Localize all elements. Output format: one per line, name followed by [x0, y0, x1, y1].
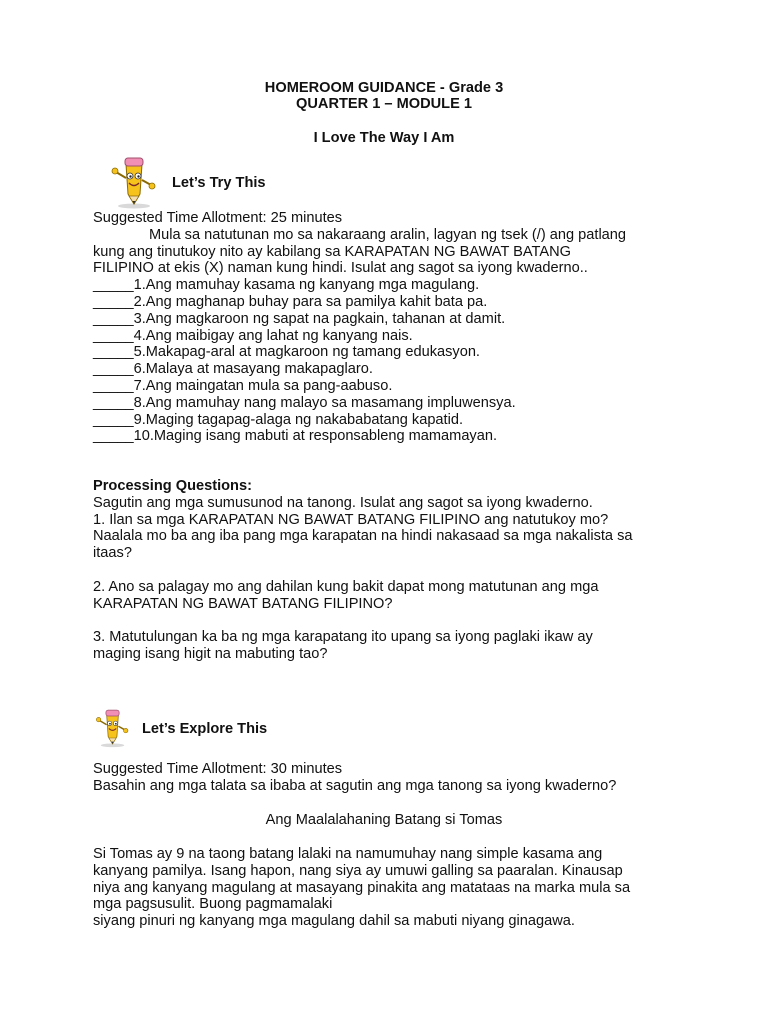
- checklist-item: _____3.Ang magkaroon ng sapat na pagkain, tahanan at damit.: [93, 310, 506, 327]
- try-this-section: [93, 210, 693, 445]
- time-allotment: Suggested Time Allotment: 25 minutes: [93, 210, 343, 226]
- time-allotment: Suggested Time Allotment: 30 minutes: [93, 761, 343, 777]
- question-line: Naalala mo ba ang iba pang mga karapatan na hindi nakasaad sa mga nakalista sa: [93, 528, 633, 545]
- question-line: itaas?: [93, 545, 132, 562]
- lets-try-this-heading: [106, 152, 266, 215]
- lets-explore-this-heading: [92, 702, 267, 757]
- module-grade-title: HOMEROOM GUIDANCE - Grade 3: [264, 80, 504, 96]
- instruction-line: kung ang tinutukoy nito ay kabilang sa KARAPATAN NG BAWAT BATANG: [93, 243, 572, 260]
- explore-instruction: Basahin ang mga talata sa ibaba at sagutin ang mga tanong sa iyong kwaderno?: [93, 777, 617, 794]
- checklist-item: _____7.Ang maingatan mula sa pang-aabuso.: [93, 377, 393, 394]
- section-label: Let’s Explore This: [142, 721, 268, 737]
- checklist-item: _____5.Makapag-aral at magkaroon ng tamang edukasyon.: [93, 344, 480, 361]
- story-line: niya ang kanyang magulang at masayang pinakita ang matataas na marka mula sa: [93, 879, 631, 896]
- checklist-item: _____10.Maging isang mabuti at responsableng mamamayan.: [93, 428, 498, 445]
- processing-intro: Sagutin ang mga sumusunod na tanong. Isulat ang sagot sa iyong kwaderno.: [93, 494, 593, 511]
- question-line: KARAPATAN NG BAWAT BATANG FILIPINO?: [93, 595, 393, 612]
- story-line: kanyang pamilya. Isang hapon, nang siya ay umuwi galling sa paaralan. Kinausap: [93, 862, 623, 879]
- pencil-mascot-icon: [106, 152, 166, 215]
- instruction-line: Mula sa natutunan mo sa nakaraang aralin, lagyan ng tsek (/) ang patlang: [149, 226, 627, 243]
- story-text: [93, 846, 693, 930]
- instruction-line: FILIPINO at ekis (X) naman kung hindi. Isulat ang sagot sa iyong kwaderno..: [93, 260, 588, 277]
- story-line: mga pagsusulit. Buong pagmamalaki: [93, 896, 333, 913]
- question-line: 1. Ilan sa mga KARAPATAN NG BAWAT BATANG FILIPINO ang natutukoy mo?: [93, 511, 609, 528]
- explore-this-section: [93, 761, 693, 795]
- checklist-item: _____6.Malaya at masayang makapaglaro.: [93, 361, 373, 378]
- checklist-item: _____9.Maging tagapag-alaga ng nakababatang kapatid.: [93, 411, 464, 428]
- section-label: Let’s Try This: [172, 175, 266, 191]
- checklist-item: _____1.Ang mamuhay kasama ng kanyang mga magulang.: [93, 277, 480, 294]
- story-line: siyang pinuri ng kanyang mga magulang dahil sa mabuti niyang ginagawa.: [93, 913, 575, 930]
- story-line: Si Tomas ay 9 na taong batang lalaki na namumuhay nang simple kasama ang: [93, 846, 603, 862]
- processing-heading: Processing Questions:: [93, 478, 252, 494]
- processing-questions-section: [93, 478, 693, 663]
- question-line: 2. Ano sa palagay mo ang dahilan kung bakit dapat mong matutunan ang mga: [93, 578, 599, 595]
- pencil-mascot-icon: [92, 702, 136, 757]
- question-line: 3. Matutulungan ka ba ng mga karapatang ito upang sa iyong paglaki ikaw ay: [93, 629, 593, 646]
- question-line: maging isang higit na mabuting tao?: [93, 645, 328, 662]
- checklist-item: _____2.Ang maghanap buhay para sa pamilya kahit bata pa.: [93, 293, 488, 310]
- checklist-item: _____8.Ang mamuhay nang malayo sa masamang impluwensya.: [93, 394, 516, 411]
- checklist-item: _____4.Ang maibigay ang lahat ng kanyang nais.: [93, 327, 413, 344]
- lesson-title: I Love The Way I Am: [313, 130, 455, 146]
- story-title: Ang Maalalahaning Batang si Tomas: [265, 812, 503, 828]
- module-quarter-title: QUARTER 1 – MODULE 1: [296, 96, 472, 112]
